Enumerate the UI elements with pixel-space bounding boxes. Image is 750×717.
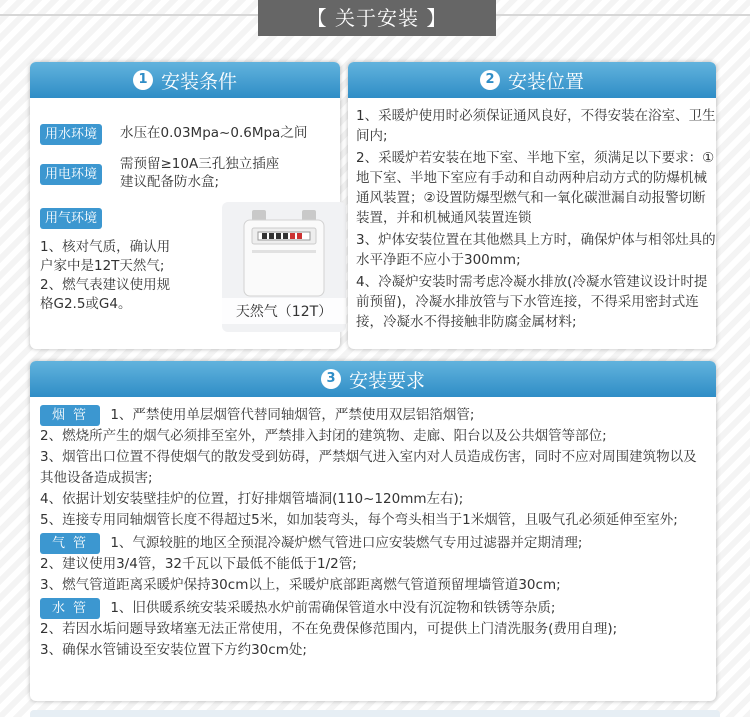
water-environment-tag: 用水环境 [40, 124, 102, 145]
power-environment-text-2: 建议配备防水盒; [120, 174, 220, 190]
power-environment-text-1: 需预留≥10A三孔独立插座 [120, 156, 280, 172]
gas-meter-image [222, 202, 346, 332]
gas-environment-tag: 用气环境 [40, 208, 102, 229]
section-number-badge: 1 [133, 70, 153, 90]
gas-pipe-tag: 气管 [40, 533, 100, 554]
install-location-card [348, 62, 716, 349]
install-location-title: 安装位置 [507, 70, 584, 93]
install-location-header [348, 62, 716, 98]
page-title: 【 关于安装 】 [258, 0, 496, 36]
install-location-list [356, 106, 716, 334]
gas-environment-text [40, 238, 170, 314]
install-requirements-card [30, 361, 716, 701]
section-number-badge: 2 [480, 70, 500, 90]
water-environment-text: 水压在0.03Mpa~0.6Mpa之间 [120, 125, 308, 141]
meter-caption: 天然气（12T） [222, 298, 346, 324]
gas-line: 户家中是12T天然气; [40, 258, 165, 274]
install-conditions-title: 安装条件 [160, 70, 237, 93]
install-conditions-card [30, 62, 340, 349]
location-item: 2、采暖炉若安装在地下室、半地下室，须满足以下要求：①地下室、半地下室应有手动和自动两种启动方式的防爆机械通风装置；②设置防爆型燃气和一氧化碳泄漏自动报警切断装置，并和机械通风装置连锁 [356, 150, 715, 226]
water-item: 2、若因水垢问题导致堵塞无法正常使用，不在免费保修范围内，可提供上门清洗服务(费用自理); [40, 621, 618, 637]
install-conditions-header [30, 62, 340, 98]
water-item: 1、旧供暖系统安装采暖热水炉前需确保管道水中没有沉淀物和铁锈等杂质; [110, 600, 556, 616]
power-environment-tag: 用电环境 [40, 164, 102, 185]
install-requirements-header [30, 361, 716, 397]
install-requirements-title: 安装要求 [348, 369, 425, 392]
gas-item: 2、建议使用3/4管，32千瓦以下最低不能低于1/2管; [40, 556, 357, 572]
location-item: 3、炉体安装位置在其他燃具上方时，确保炉体与相邻灶具的水平净距不应小于300mm; [356, 232, 716, 268]
flue-item: 3、烟管出口位置不得使烟气的散发受到妨碍，严禁烟气进入室内对人员造成伤害，同时不应对周围建筑物以及其他设备造成损害; [40, 449, 697, 486]
flue-first-line [40, 405, 710, 426]
gas-item: 1、气源较脏的地区全预混冷凝炉燃气管进口应安装燃气专用过滤器并定期清理; [110, 535, 583, 551]
flue-item: 4、依据计划安装壁挂炉的位置，打好排烟管墙洞(110~120mm左右); [40, 491, 464, 507]
gas-line: 2、燃气表建议使用规 [40, 277, 171, 293]
water-item: 3、确保水管铺设至安装位置下方约30cm处; [40, 642, 307, 658]
section-number-badge: 3 [321, 369, 341, 389]
gas-first-line [40, 533, 710, 554]
flue-item: 2、燃烧所产生的烟气必须排至室外，严禁排入封闭的建筑物、走廊、阳台以及公共烟管等部位; [40, 428, 607, 444]
flue-item: 5、连接专用同轴烟管长度不得超过5米，如加装弯头，每个弯头相当于1米烟管，且吸气孔必须延伸至室外; [40, 512, 678, 528]
location-item: 1、采暖炉使用时必须保证通风良好，不得安装在浴室、卫生间内; [356, 108, 716, 144]
gas-line: 格G2.5或G4。 [40, 296, 132, 312]
next-card-edge [30, 710, 720, 717]
gas-line: 1、核对气质，确认用 [40, 239, 171, 255]
water-first-line [40, 598, 710, 619]
flue-item: 1、严禁使用单层烟管代替同轴烟管，严禁使用双层铝箔烟管; [110, 407, 475, 423]
water-pipe-tag: 水管 [40, 598, 100, 619]
flue-tag: 烟管 [40, 405, 100, 426]
gas-item: 3、燃气管道距离采暖炉保持30cm以上，采暖炉底部距离燃气管道预留埋墙管道30cm; [40, 577, 561, 593]
install-requirements-list [40, 405, 710, 661]
location-item: 4、冷凝炉安装时需考虑冷凝水排放(冷凝水管建议设计时提前预留)，冷凝水排放管与下水管连接，不得采用密封式连接，冷凝水不得接触非防腐金属材料; [356, 274, 708, 330]
